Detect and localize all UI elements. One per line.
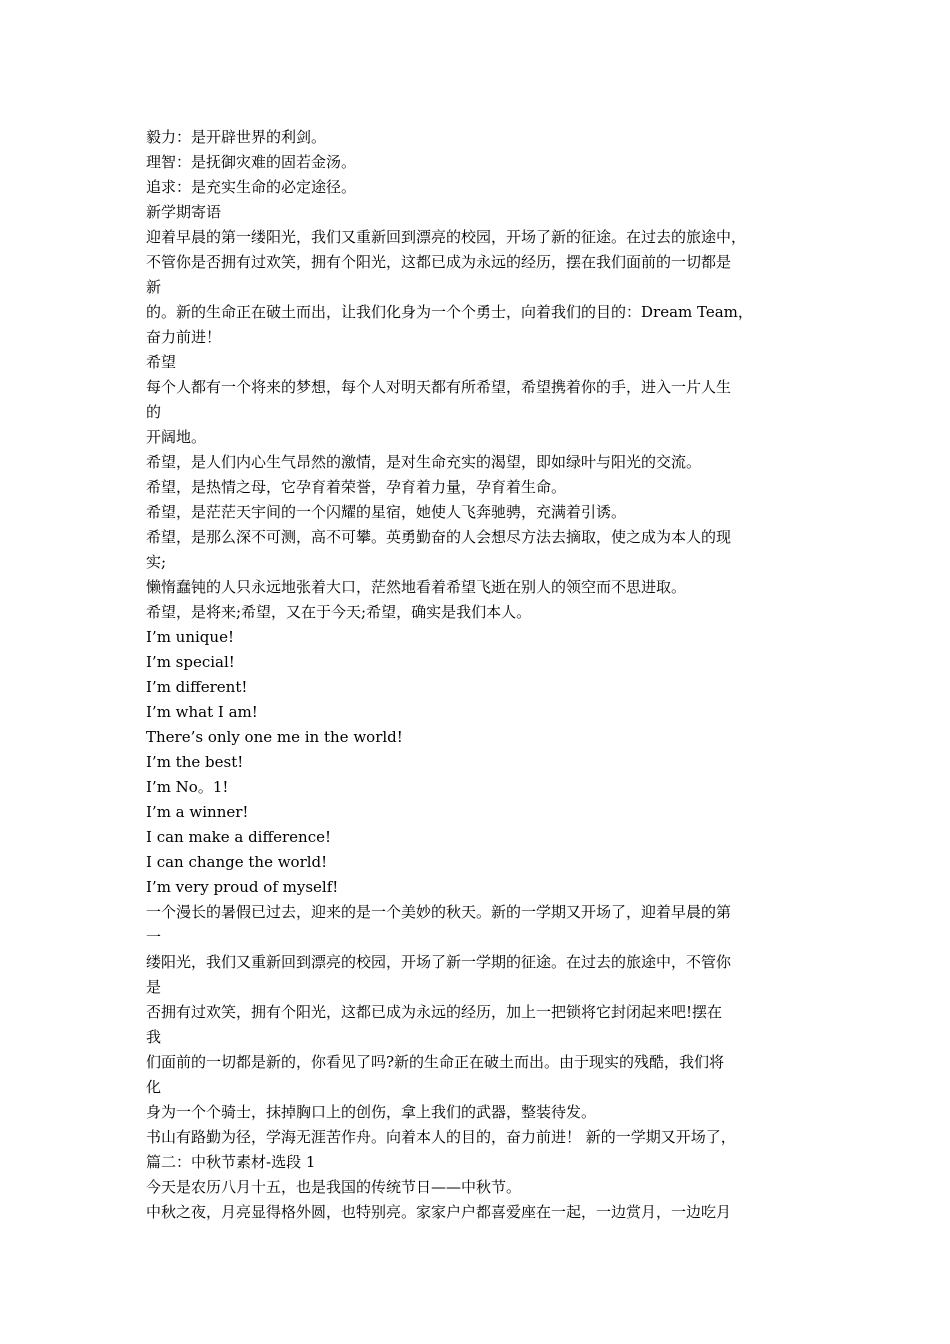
text-line: 缕阳光，我们又重新回到漂亮的校园，开场了新一学期的征途。在过去的旅途中，不管你 [146,953,732,971]
text-line: 中秋之夜，月亮显得格外圆，也特别亮。家家户户都喜爱座在一起，一边赏月，一边吃月 [146,1203,732,1221]
section-heading: 希望 [146,353,177,371]
text-line: There’s only one me in the world! [146,728,403,746]
text-line: 不管你是否拥有过欢笑，拥有个阳光，这都已成为永远的经历，摆在我们面前的一切都是 [146,253,732,271]
text-line: 每个人都有一个将来的梦想，每个人对明天都有所希望，希望携着你的手，进入一片人生 [146,378,732,396]
text-line: I’m very proud of myself! [146,878,339,896]
text-line: 化 [146,1078,162,1096]
text-line: I’m what I am! [146,703,258,721]
text-line: 今天是农历八月十五，也是我国的传统节日——中秋节。 [146,1178,522,1196]
text-line: 毅力：是开辟世界的利剑。 [146,128,327,146]
text-line: 实; [146,553,167,571]
document-body [146,125,811,1225]
text-line: 们面前的一切都是新的，你看见了吗?新的生命正在破土而出。由于现实的残酷，我们将 [146,1053,725,1071]
text-line: 希望，是那么深不可测，高不可攀。英勇勤奋的人会想尽方法去摘取，使之成为本人的现 [146,528,732,546]
text-line: 追求：是充实生命的必定途径。 [146,178,357,196]
text-line: 书山有路勤为径，学海无涯苦作舟。向着本人的目的，奋力前进！ 新的一学期又开场了， [146,1128,736,1146]
text-line: I’m No。1! [146,778,229,796]
text-line: I’m the best! [146,753,244,771]
text-line: 我 [146,1028,162,1046]
text-line: I’m different! [146,678,248,696]
text-line: 希望，是热情之母，它孕育着荣誉，孕育着力量，孕育着生命。 [146,478,567,496]
text-line: 奋力前进！ [146,328,222,346]
text-line: 希望，是将来;希望，又在于今天;希望，确实是我们本人。 [146,603,532,621]
text-line: I’m special! [146,653,235,671]
section-heading: 新学期寄语 [146,203,222,221]
text-line: 理智：是抚御灾难的固若金汤。 [146,153,357,171]
text-line: 开阔地。 [146,428,207,446]
text-line: I can make a difference! [146,828,332,846]
text-line: 一个漫长的暑假已过去，迎来的是一个美妙的秋天。新的一学期又开场了，迎着早晨的第 [146,903,732,921]
text-line: 迎着早晨的第一缕阳光，我们又重新回到漂亮的校园，开场了新的征途。在过去的旅途中， [146,228,747,246]
text-line: I’m a winner! [146,803,249,821]
text-line: 的 [146,403,162,421]
text-line: 是 [146,978,162,996]
text-line: 希望，是茫茫天宇间的一个闪耀的星宿，她使人飞奔驰骋，充满着引诱。 [146,503,627,521]
text-line: 懒惰蠢钝的人只永远地张着大口，茫然地看着希望飞逝在别人的领空而不思进取。 [146,578,687,596]
text-line: 身为一个个骑士，抹掉胸口上的创伤，拿上我们的武器，整装待发。 [146,1103,597,1121]
section-heading: 篇二：中秋节素材-选段 1 [146,1153,316,1171]
text-line: 新 [146,278,162,296]
text-line: I can change the world! [146,853,328,871]
text-line: 的。新的生命正在破土而出，让我们化身为一个个勇士，向着我们的目的：Dream Team， [146,303,753,321]
text-line: 希望，是人们内心生气昂然的激情，是对生命充实的渴望，即如绿叶与阳光的交流。 [146,453,702,471]
text-line: I’m unique! [146,628,234,646]
text-line: 一 [146,928,162,946]
text-line: 否拥有过欢笑，拥有个阳光，这都已成为永远的经历，加上一把锁将它封闭起来吧!摆在 [146,1003,723,1021]
